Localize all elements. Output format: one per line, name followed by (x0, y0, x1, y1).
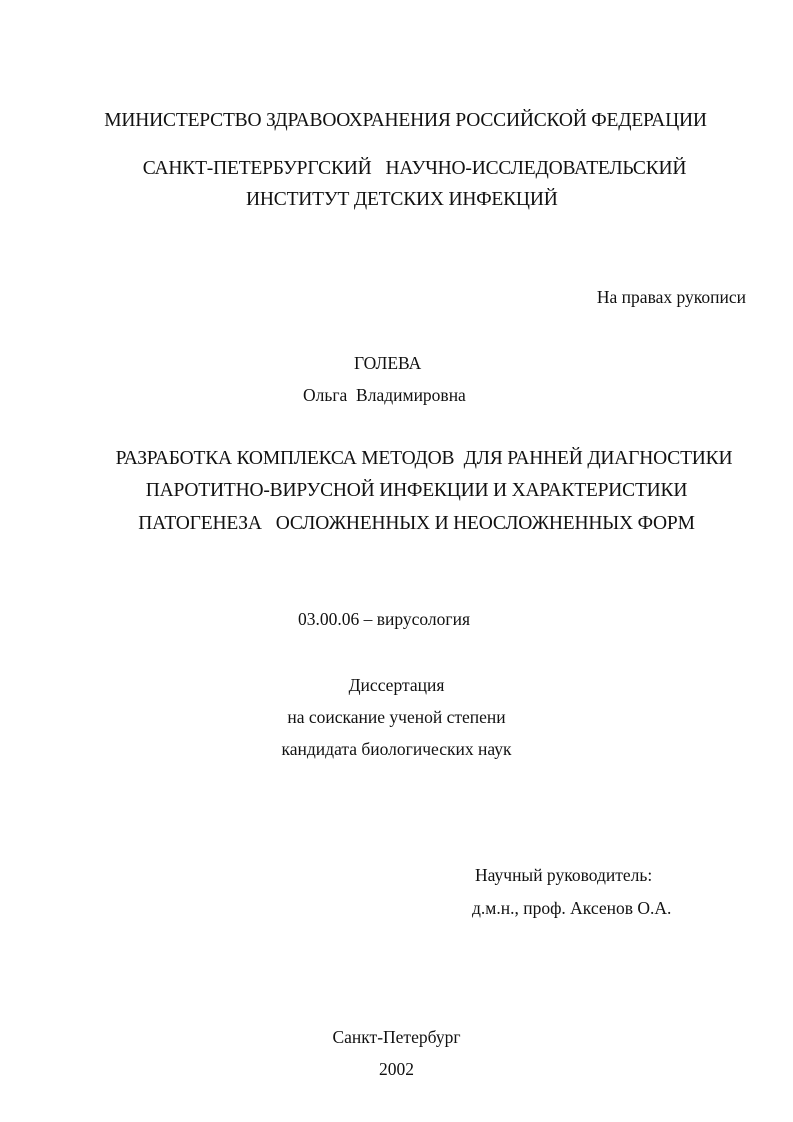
year: 2002 (379, 1059, 414, 1079)
degree-line2: на соискание ученой степени (287, 707, 506, 727)
degree-line1: Диссертация (348, 675, 445, 695)
ministry-heading: МИНИСТЕРСТВО ЗДРАВООХРАНЕНИЯ РОССИЙСКОЙ ФЕДЕРАЦИИ (104, 110, 707, 131)
city: Санкт-Петербург (332, 1027, 461, 1047)
dissertation-title-line1: РАЗРАБОТКА КОМПЛЕКСА МЕТОДОВ ДЛЯ РАННЕЙ ДИАГНОСТИКИ (115, 448, 733, 469)
supervisor-label: Научный руководитель: (475, 865, 653, 885)
institute-heading-line2: ИНСТИТУТ ДЕТСКИХ ИНФЕКЦИЙ (246, 189, 558, 210)
author-surname: ГОЛЕВА (354, 353, 422, 373)
manuscript-rights-note: На правах рукописи (596, 287, 746, 307)
supervisor-name: д.м.н., проф. Аксенов О.А. (472, 898, 672, 918)
degree-line3: кандидата биологических наук (281, 739, 512, 759)
dissertation-title-line3: ПАТОГЕНЕЗА ОСЛОЖНЕННЫХ И НЕОСЛОЖНЕННЫХ ФОРМ (138, 513, 695, 534)
institute-heading-line1: САНКТ-ПЕТЕРБУРГСКИЙ НАУЧНО-ИССЛЕДОВАТЕЛЬСКИЙ (142, 158, 687, 179)
author-given-names: Ольга Владимировна (303, 385, 466, 405)
dissertation-title-line2: ПАРОТИТНО-ВИРУСНОЙ ИНФЕКЦИИ И ХАРАКТЕРИСТИКИ (145, 480, 688, 501)
specialty-code: 03.00.06 – вирусология (298, 609, 471, 629)
